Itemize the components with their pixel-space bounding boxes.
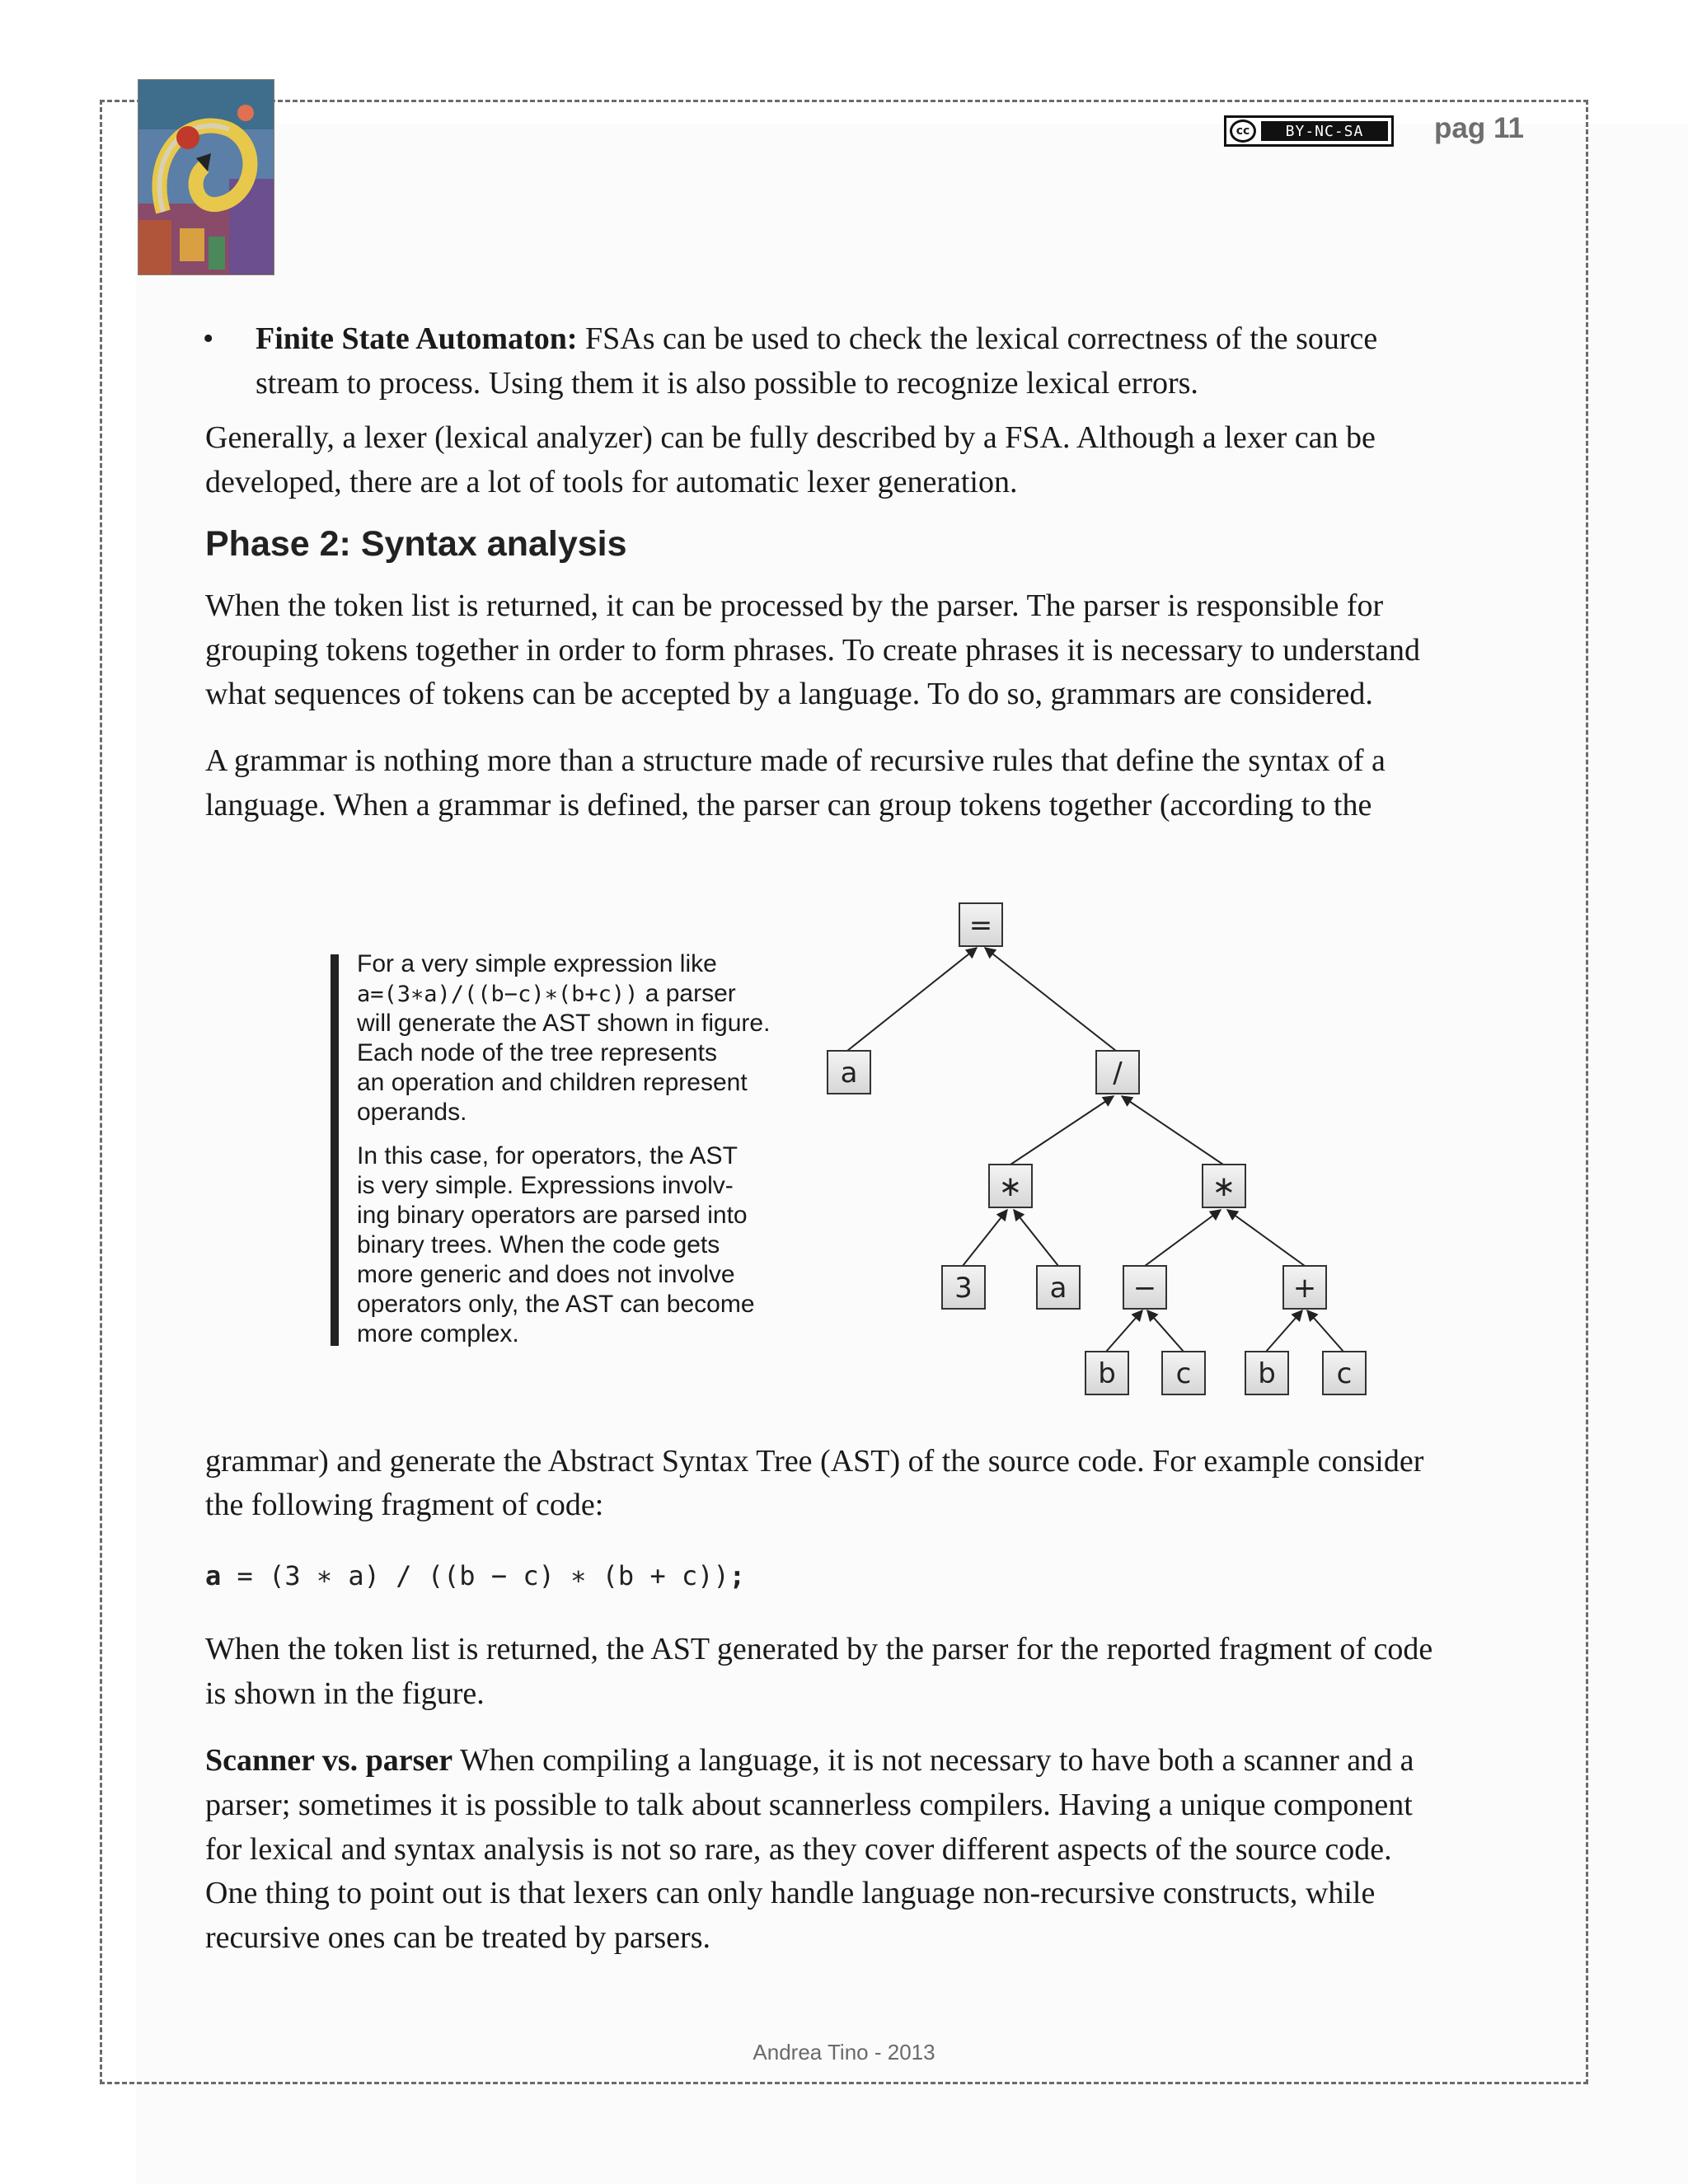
svg-text:/: / <box>1113 1057 1123 1090</box>
license-badge-label: BY-NC-SA <box>1261 121 1388 141</box>
ast-edge <box>1122 1096 1223 1165</box>
ast-paragraph-line-2: is shown in the figure. <box>205 1676 485 1711</box>
sidebar-line: ing binary operators are parsed into <box>357 1202 748 1229</box>
ast-edge <box>1014 1210 1058 1266</box>
ast-node-3 <box>942 1266 985 1309</box>
svg-text:a: a <box>1049 1272 1067 1305</box>
sidebar-line: operators only, the AST can become <box>357 1291 755 1318</box>
svg-text:c: c <box>1175 1357 1192 1390</box>
ast-node-divide <box>1096 1051 1139 1094</box>
svg-text:a: a <box>840 1057 858 1090</box>
svg-text:b: b <box>1258 1357 1276 1390</box>
svg-text:∗: ∗ <box>998 1170 1023 1203</box>
ast-node-a-inner <box>1037 1266 1080 1309</box>
sidebar-line: For a very simple expression like <box>357 950 717 977</box>
sidebar-line: Each node of the tree represents <box>357 1039 717 1066</box>
cover-painting-image <box>138 79 274 275</box>
sidebar-line: more generic and does not involve <box>357 1261 735 1288</box>
ast-edge <box>1307 1310 1343 1352</box>
sidebar-code: a=(3∗a)/((b−c)∗(b+c)) <box>357 982 639 1007</box>
scanner-paragraph-line-1: Scanner vs. parser When compiling a language, it is not necessary to have both a scanner and a <box>205 1743 1414 1778</box>
svg-text:=: = <box>968 909 993 942</box>
code-variable: a <box>205 1560 222 1591</box>
ast-paragraph-line-1: When the token list is returned, the AST generated by the parser for the reported fragment of code <box>205 1632 1433 1666</box>
page-footer: Andrea Tino - 2013 <box>753 2040 935 2064</box>
ast-node-b2 <box>1245 1352 1288 1394</box>
svg-text:3: 3 <box>954 1272 973 1305</box>
svg-text:+: + <box>1292 1272 1317 1305</box>
svg-text:b: b <box>1098 1357 1116 1390</box>
creative-commons-icon: cc <box>1230 120 1256 143</box>
svg-text:c: c <box>1336 1357 1353 1390</box>
ast-diagram <box>808 894 1401 1405</box>
ast-node-plus <box>1283 1266 1326 1309</box>
ast-node-root <box>959 903 1002 946</box>
bullet-line-1: Finite State Automaton: FSAs can be used to check the lexical correctness of the source <box>256 321 1378 356</box>
ast-edge <box>847 948 977 1051</box>
sidebar-line: is very simple. Expressions involv- <box>357 1172 734 1199</box>
ast-edge <box>985 948 1116 1051</box>
grammar-paragraph-line-1: A grammar is nothing more than a structure made of recursive rules that define the syntax of a <box>205 743 1386 778</box>
scanner-paragraph-line-2: parser; sometimes it is possible to talk about scannerless compilers. Having a unique component <box>205 1788 1413 1822</box>
code-fragment: a = (3 ∗ a) / ((b − c) ∗ (b + c)); <box>205 1560 746 1591</box>
grammar-paragraph-line-2: language. When a grammar is defined, the parser can group tokens together (according to the <box>205 788 1372 823</box>
scanner-paragraph-line-3: for lexical and syntax analysis is not so rare, as they cover different aspects of the source code. <box>205 1832 1392 1867</box>
grammar-continued-line-1: grammar) and generate the Abstract Syntax Tree (AST) of the source code. For example consider <box>205 1444 1424 1479</box>
scanner-term: Scanner vs. parser <box>205 1743 453 1778</box>
ast-node-multiply-right <box>1203 1165 1245 1207</box>
page-number: pag 11 <box>1434 112 1524 144</box>
ast-node-b1 <box>1085 1352 1128 1394</box>
ast-edge <box>1145 1210 1221 1266</box>
section-heading: Phase 2: Syntax analysis <box>205 524 627 564</box>
ast-edge <box>1106 1310 1142 1352</box>
parser-paragraph-line-3: what sequences of tokens can be accepted by a language. To do so, grammars are considered. <box>205 677 1373 711</box>
bullet-term: Finite State Automaton: <box>256 321 578 356</box>
ast-edge <box>1227 1210 1305 1266</box>
ast-edge <box>1010 1096 1114 1165</box>
ast-node-a <box>828 1051 870 1094</box>
ast-edge <box>1147 1310 1184 1352</box>
bullet-line-2: stream to process. Using them it is also possible to recognize lexical errors. <box>256 366 1198 401</box>
sidebar-line: binary trees. When the code gets <box>357 1231 720 1258</box>
ast-edge <box>963 1210 1007 1266</box>
parser-paragraph-line-1: When the token list is returned, it can be processed by the parser. The parser is responsible for <box>205 588 1384 623</box>
sidebar-line: operands. <box>357 1099 467 1126</box>
grammar-continued-line-2: the following fragment of code: <box>205 1488 604 1522</box>
scanner-paragraph-line-5: recursive ones can be treated by parsers. <box>205 1920 710 1955</box>
sidebar-line: a=(3∗a)/((b−c)∗(b+c)) a parser <box>357 980 736 1007</box>
parser-paragraph-line-2: grouping tokens together in order to form phrases. To create phrases it is necessary to understand <box>205 633 1421 668</box>
lexer-paragraph-line-1: Generally, a lexer (lexical analyzer) can be fully described by a FSA. Although a lexer can be <box>205 420 1376 455</box>
sidebar-line: will generate the AST shown in figure. <box>357 1010 771 1037</box>
sidebar-accent-bar <box>331 954 339 1346</box>
license-badge[interactable] <box>1224 115 1394 147</box>
ast-node-c2 <box>1323 1352 1366 1394</box>
ast-node-minus <box>1123 1266 1166 1309</box>
sidebar-line: more complex. <box>357 1320 519 1347</box>
svg-text:∗: ∗ <box>1212 1170 1236 1203</box>
sidebar-line: an operation and children represent <box>357 1069 748 1096</box>
ast-node-c1 <box>1162 1352 1205 1394</box>
sidebar-line: In this case, for operators, the AST <box>357 1142 738 1169</box>
lexer-paragraph-line-2: developed, there are a lot of tools for automatic lexer generation. <box>205 465 1018 499</box>
svg-text:−: − <box>1132 1272 1157 1305</box>
scanner-paragraph-line-4: One thing to point out is that lexers can only handle language non-recursive constructs, while <box>205 1876 1376 1910</box>
ast-node-multiply-left <box>989 1165 1032 1207</box>
ast-edge <box>1266 1310 1302 1352</box>
bullet-icon: • <box>203 321 214 356</box>
